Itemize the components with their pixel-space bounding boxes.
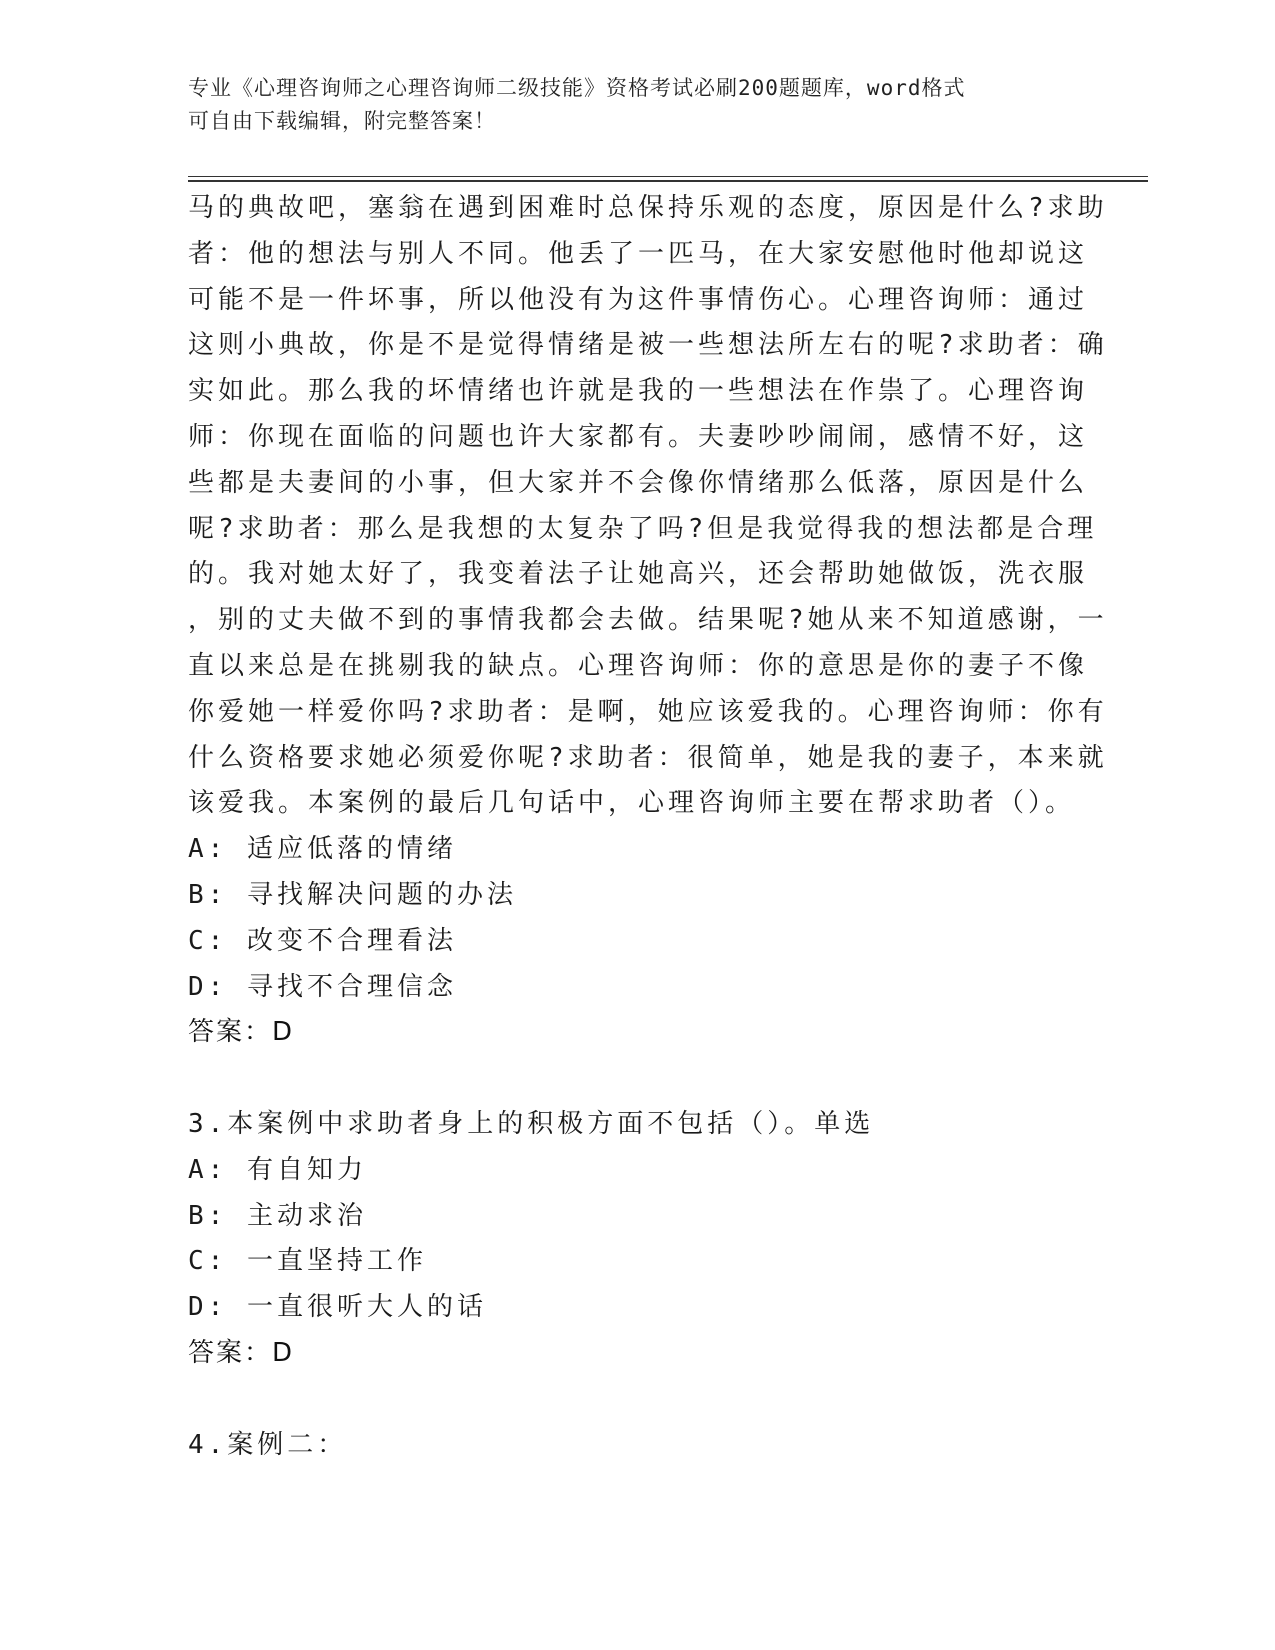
option-d: D: 寻找不合理信念: [188, 971, 457, 1002]
passage-line: ，别的丈夫做不到的事情我都会去做。结果呢?她从来不知道感谢，一: [188, 605, 1108, 636]
header-line-2: 可自由下载编辑，附完整答案！: [188, 109, 496, 133]
passage-line: 呢?求助者：那么是我想的太复杂了吗?但是我觉得我的想法都是合理: [188, 513, 1098, 544]
option-b: B: 主动求治: [188, 1200, 367, 1231]
passage-line: 该爱我。本案例的最后几句话中，心理咨询师主要在帮求助者（）。: [188, 788, 1076, 819]
option-a: A: 适应低落的情绪: [188, 834, 457, 865]
spacer: [188, 1377, 1088, 1423]
passage-line: 可能不是一件坏事，所以他没有为这件事情伤心。心理咨询师：通过: [188, 284, 1089, 315]
question-3-stem: 3.本案例中求助者身上的积极方面不包括（）。单选: [188, 1108, 875, 1139]
question-2-options: [188, 827, 1088, 1010]
header-divider-thin: [188, 176, 1148, 177]
passage-line: 师：你现在面临的问题也许大家都有。夫妻吵吵闹闹，感情不好，这: [188, 421, 1089, 452]
passage-line: 什么资格要求她必须爱你呢?求助者：很简单，她是我的妻子，本来就: [188, 742, 1108, 773]
option-c: C: 改变不合理看法: [188, 925, 457, 956]
question-2-answer: 答案：D: [188, 1017, 295, 1048]
document-header: [188, 72, 1068, 138]
passage-line: 马的典故吧，塞翁在遇到困难时总保持乐观的态度，原因是什么?求助: [188, 193, 1108, 223]
passage-line: 实如此。那么我的坏情绪也许就是我的一些想法在作祟了。心理咨询: [188, 376, 1089, 407]
passage-line: 者：他的想法与别人不同。他丢了一匹马，在大家安慰他时他却说这: [188, 238, 1089, 269]
document-body: [188, 186, 1108, 1468]
header-divider-thick: [188, 180, 1148, 182]
passage-line: 些都是夫妻间的小事，但大家并不会像你情绪那么低落，原因是什么: [188, 467, 1089, 498]
option-c: C: 一直坚持工作: [188, 1246, 427, 1277]
option-d: D: 一直很听大人的话: [188, 1292, 487, 1323]
question-2-passage: [188, 186, 1108, 827]
passage-line: 直以来总是在挑剔我的缺点。心理咨询师：你的意思是你的妻子不像: [188, 650, 1089, 681]
header-line-1: 专业《心理咨询师之心理咨询师二级技能》资格考试必刷200题题库，word格式: [188, 76, 966, 100]
passage-line: 这则小典故，你是不是觉得情绪是被一些想法所左右的呢?求助者：确: [188, 330, 1108, 361]
question-3-answer: 答案：D: [188, 1337, 295, 1368]
spacer: [188, 1056, 1088, 1102]
option-a: A: 有自知力: [188, 1154, 367, 1185]
passage-line: 你爱她一样爱你吗?求助者：是啊，她应该爱我的。心理咨询师：你有: [188, 696, 1108, 727]
option-b: B: 寻找解决问题的办法: [188, 879, 517, 910]
question-3-options: [188, 1148, 1088, 1331]
question-4-stem: 4.案例二：: [188, 1429, 348, 1460]
passage-line: 的。我对她太好了，我变着法子让她高兴，还会帮助她做饭，洗衣服: [188, 559, 1089, 590]
